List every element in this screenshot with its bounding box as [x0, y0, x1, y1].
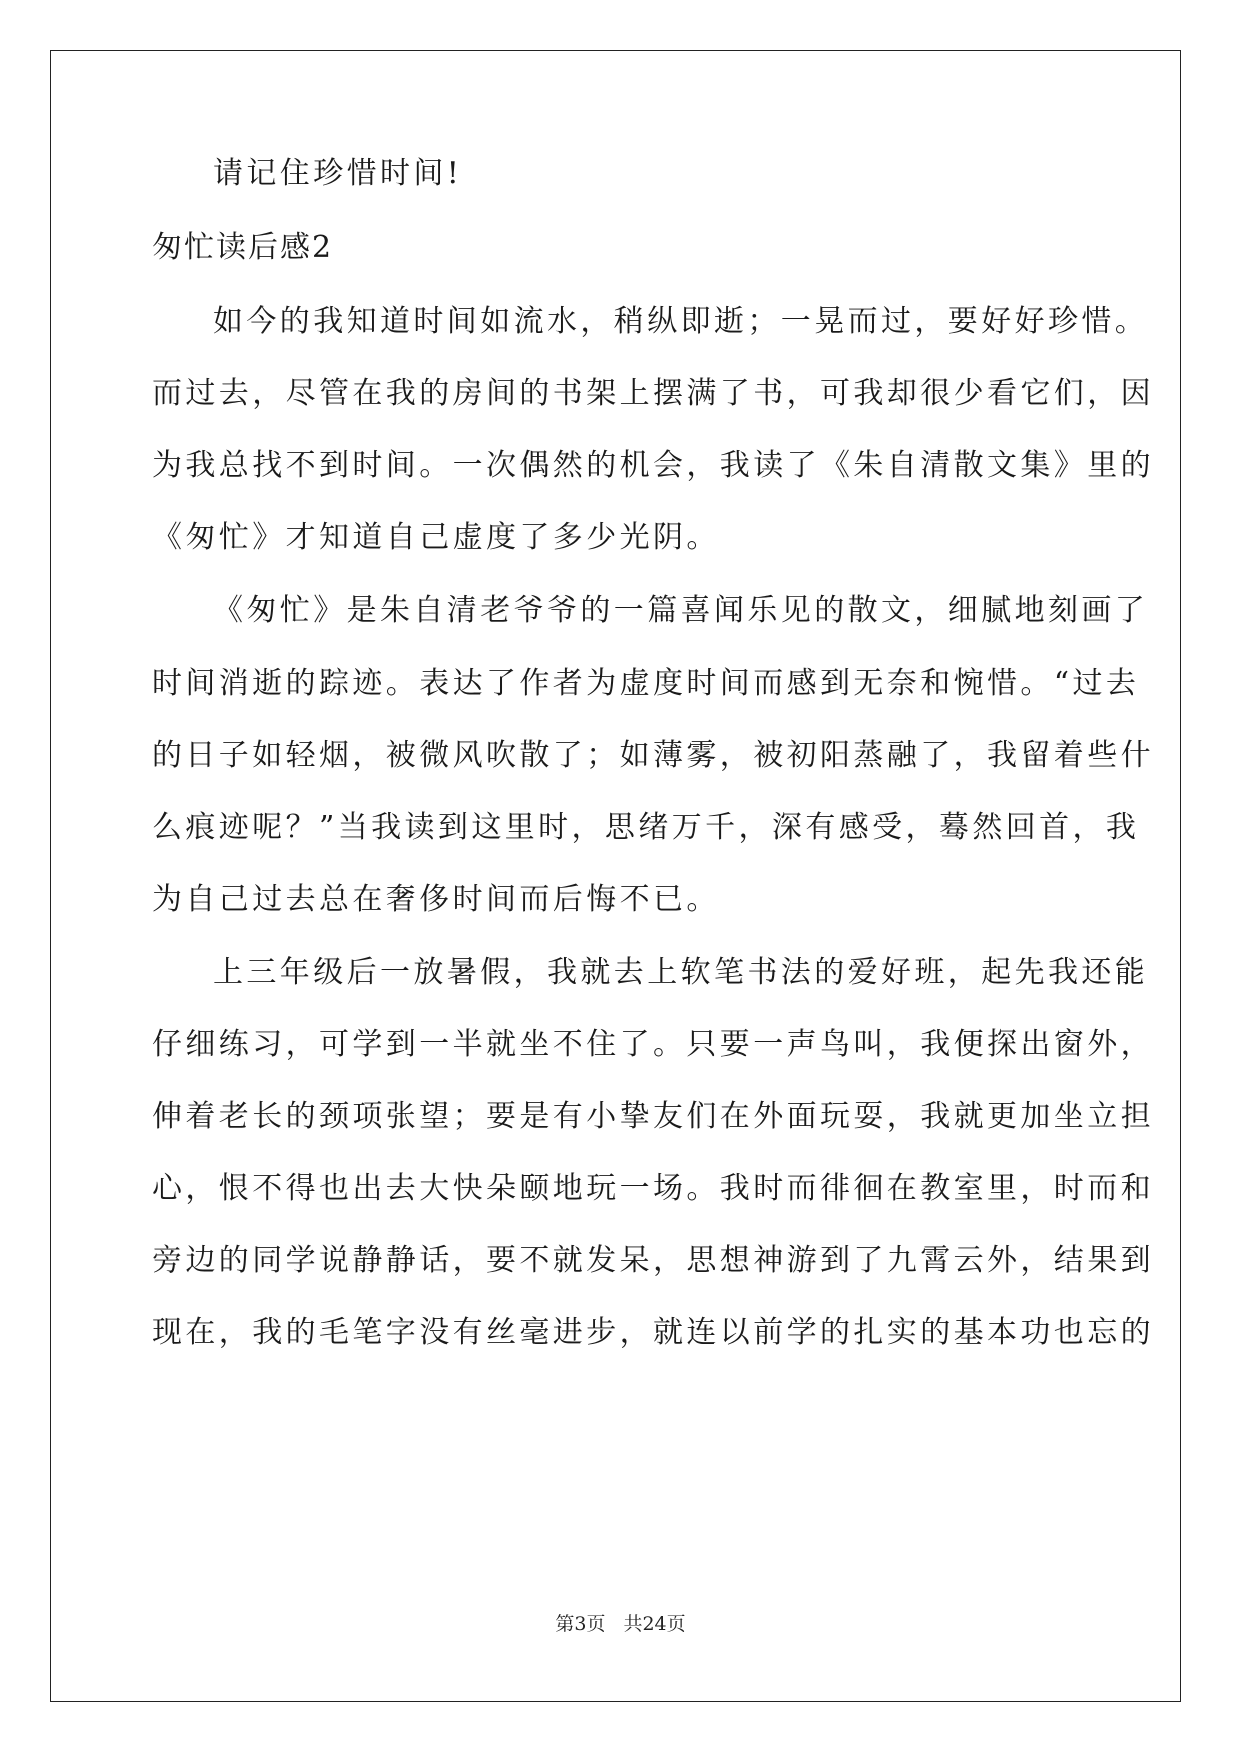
paragraph-line: 伸着老长的颈项张望；要是有小挚友们在外面玩耍，我就更加坐立担 — [152, 1099, 1154, 1134]
paragraph-line: 的日子如轻烟，被微风吹散了；如薄雾，被初阳蒸融了，我留着些什 — [152, 738, 1154, 773]
paragraph-line: 仔细练习，可学到一半就坐不住了。只要一声鸟叫，我便探出窗外， — [152, 1027, 1154, 1062]
paragraph-line: 时间消逝的踪迹。表达了作者为虚度时间而感到无奈和惋惜。“过去 — [152, 666, 1140, 701]
page-footer — [0, 1612, 1241, 1636]
paragraph-line: 如今的我知道时间如流水，稍纵即逝；一晃而过，要好好珍惜。 — [213, 304, 1149, 339]
paragraph-line: 《匆忙》才知道自己虚度了多少光阴。 — [152, 520, 720, 555]
page-total: 共24页 — [623, 1613, 686, 1635]
paragraph-line: 《匆忙》是朱自清老爷爷的一篇喜闻乐见的散文，细腻地刻画了 — [213, 593, 1149, 628]
paragraph-line: 为自己过去总在奢侈时间而后悔不已。 — [152, 882, 720, 917]
closing-sentence: 请记住珍惜时间! — [213, 156, 463, 191]
paragraph-line: 为我总找不到时间。一次偶然的机会，我读了《朱自清散文集》里的 — [152, 448, 1154, 483]
page-number: 第3页 — [555, 1613, 606, 1635]
page-border — [50, 50, 1181, 1702]
section-heading: 匆忙读后感2 — [152, 230, 334, 265]
paragraph-line: 上三年级后一放暑假，我就去上软笔书法的爱好班，起先我还能 — [213, 955, 1149, 990]
paragraph-line: 旁边的同学说静静话，要不就发呆，思想神游到了九霄云外，结果到 — [152, 1243, 1154, 1278]
paragraph-line: 现在，我的毛笔字没有丝毫进步，就连以前学的扎实的基本功也忘的 — [152, 1315, 1154, 1350]
paragraph-line: 心，恨不得也出去大快朵颐地玩一场。我时而徘徊在教室里，时而和 — [152, 1171, 1154, 1206]
paragraph-line: 而过去，尽管在我的房间的书架上摆满了书，可我却很少看它们，因 — [152, 376, 1154, 411]
paragraph-line: 么痕迹呢？”当我读到这里时，思绪万千，深有感受，蓦然回首，我 — [152, 810, 1140, 845]
